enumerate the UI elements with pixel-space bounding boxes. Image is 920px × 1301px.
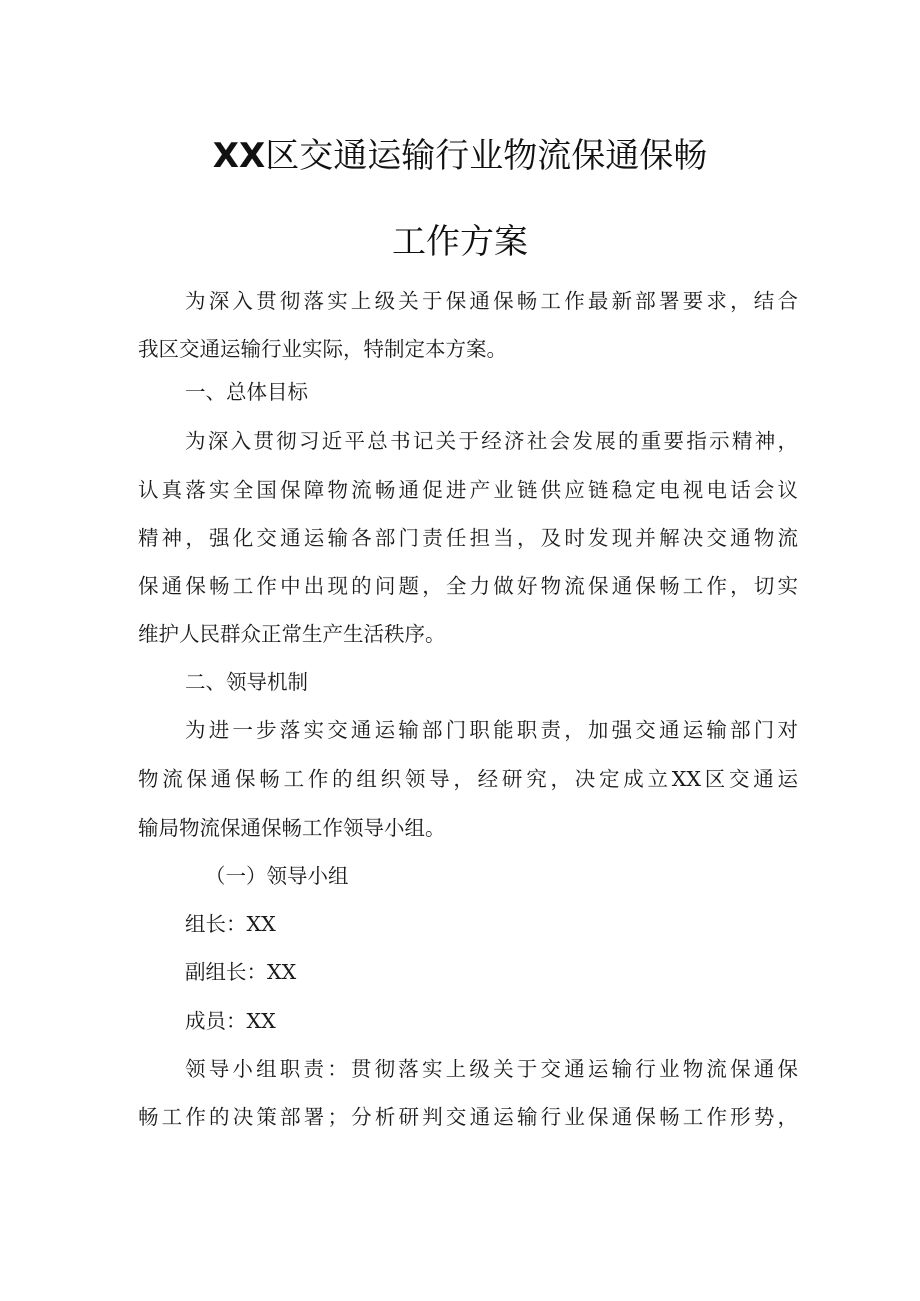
deputy-leader-line: 副组长：XX <box>185 960 297 984</box>
section-heading-overall-goals: 一、总体目标 <box>185 380 308 404</box>
title-region-placeholder: XX <box>212 136 266 176</box>
body-line: 为深入贯彻习近平总书记关于经济社会发展的重要指示精神， <box>185 429 798 453</box>
title-line-1-text: 区交通运输行业物流保通保畅 <box>265 136 708 176</box>
document-title-line-2: 工作方案 <box>392 222 528 262</box>
members-line: 成员：XX <box>185 1009 276 1033</box>
body-line: 输局物流保通保畅工作领导小组。 <box>138 816 446 840</box>
body-line: 认真落实全国保障物流畅通促进产业链供应链稳定电视电话会议 <box>138 478 798 502</box>
body-line: 为深入贯彻落实上级关于保通保畅工作最新部署要求，结合 <box>185 289 798 313</box>
body-line: 维护人民群众正常生产生活秩序。 <box>138 622 446 646</box>
document-title-line-1 <box>0 136 920 176</box>
section-heading-leadership-mechanism: 二、领导机制 <box>185 670 308 694</box>
body-line: 为进一步落实交通运输部门职能职责，加强交通运输部门对 <box>185 718 798 742</box>
group-leader-line: 组长：XX <box>185 912 276 936</box>
body-line: 我区交通运输行业实际，特制定本方案。 <box>138 337 507 361</box>
body-line: 畅工作的决策部署；分析研判交通运输行业保通保畅工作形势， <box>138 1105 798 1129</box>
body-line: 保通保畅工作中出现的问题，全力做好物流保通保畅工作，切实 <box>138 574 798 598</box>
body-line: 物流保通保畅工作的组织领导，经研究，决定成立XX区交通运 <box>138 767 798 791</box>
body-line: 领导小组职责：贯彻落实上级关于交通运输行业物流保通保 <box>185 1057 798 1081</box>
subsection-heading-leading-group: （一）领导小组 <box>205 864 349 888</box>
body-line: 精神，强化交通运输各部门责任担当，及时发现并解决交通物流 <box>138 526 798 550</box>
